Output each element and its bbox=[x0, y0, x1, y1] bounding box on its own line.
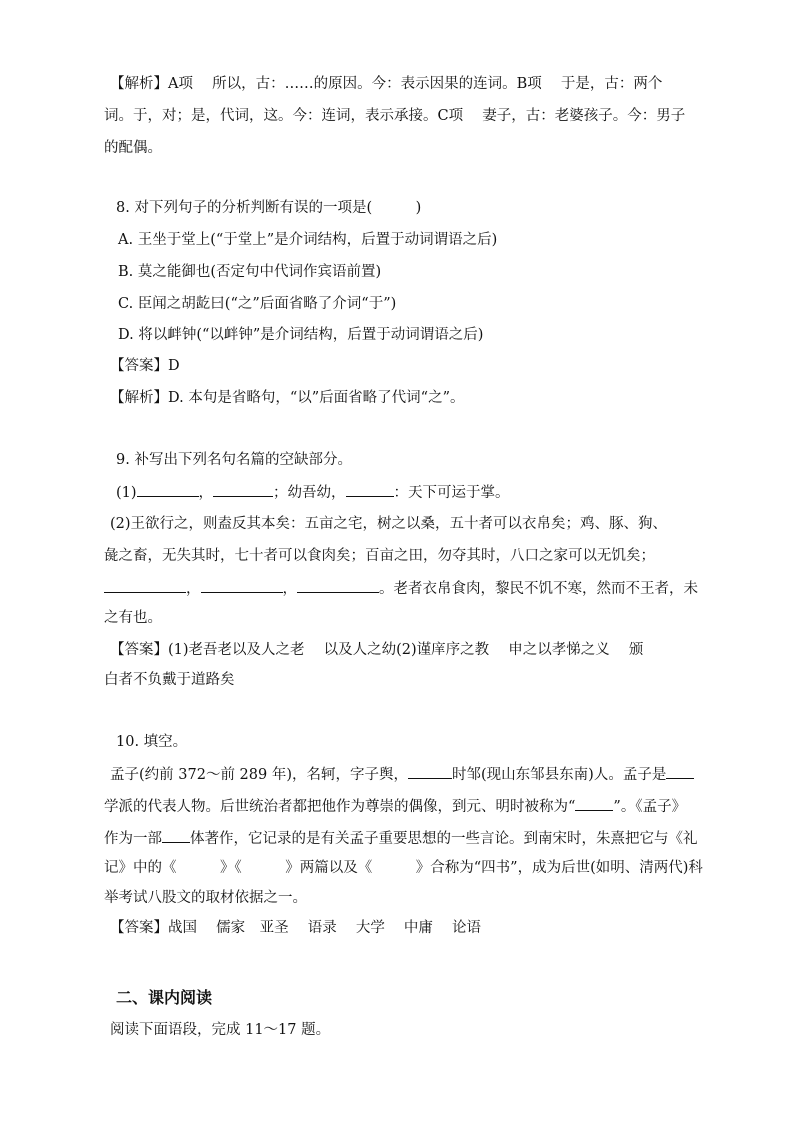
part-1-prefix: (1) bbox=[116, 485, 137, 501]
question-8-option-d: D. 将以衅钟(“以衅钟”是介词结构，后置于动词谓语之后) bbox=[118, 327, 484, 343]
analysis-7-line-2: 词。于，对；是，代词，这。今：连词，表示承接。C项 妻子，古：老婆孩子。今：男子 bbox=[104, 108, 686, 124]
analysis-7-line-3: 的配偶。 bbox=[104, 140, 162, 156]
question-8-option-c: C. 臣闻之胡龁曰(“之”后面省略了介词“于”) bbox=[118, 296, 397, 312]
question-9-part-2-line-2: 彘之畜，无失其时，七十者可以食肉矣；百亩之田，勿夺其时，八口之家可以无饥矣； bbox=[104, 548, 655, 564]
answer-blank[interactable] bbox=[137, 482, 199, 497]
part-1-sep-1: ， bbox=[198, 485, 214, 501]
question-10-line-4: 记》中的《 》《 》两篇以及《 》合称为“四书”，成为后世(如明、清两代)科 bbox=[104, 860, 703, 876]
analysis-7-line-1: 【解析】A项 所以，古：……的原因。今：表示因果的连词。B项 于是，古：两个 bbox=[110, 76, 663, 92]
line-3-part-b: 体著作，它记录的是有关孟子重要思想的一些言论。到南宋时，朱熹把它与《礼 bbox=[190, 831, 698, 847]
line-2-open-quote: “ bbox=[568, 799, 576, 815]
section-2-instruction: 阅读下面语段，完成 11～17 题。 bbox=[110, 1022, 331, 1038]
answer-blank[interactable] bbox=[666, 764, 694, 779]
question-9-part-1 bbox=[116, 482, 510, 502]
question-8-analysis: 【解析】D. 本句是省略句，“以”后面省略了代词“之”。 bbox=[110, 390, 465, 406]
line-1-part-b: 时邹(现山东邹县东南)人。孟子是 bbox=[452, 767, 667, 783]
question-9-part-2-line-4: 之有也。 bbox=[104, 610, 162, 626]
question-10-line-2 bbox=[104, 796, 686, 816]
question-9-answer-line-2: 白者不负戴于道路矣 bbox=[104, 672, 235, 688]
section-2-title: 二、课内阅读 bbox=[116, 988, 213, 1007]
answer-blank[interactable] bbox=[213, 482, 273, 497]
line-2-part-a: 学派的代表人物。后世统治者都把他作为尊崇的偶像，到元、明时被称为 bbox=[104, 799, 568, 815]
question-8-stem: 8. 对下列句子的分析判断有误的一项是( ) bbox=[116, 200, 422, 216]
line-2-part-c: ”。《孟子》 bbox=[613, 799, 687, 815]
question-10-stem: 10. 填空。 bbox=[116, 734, 188, 750]
part-2-sep-1: ， bbox=[186, 581, 201, 597]
answer-blank[interactable] bbox=[575, 796, 613, 811]
part-2-sep-2: ， bbox=[282, 581, 297, 597]
part-1-sep-2: ；幼吾幼， bbox=[273, 485, 346, 501]
question-10-line-3 bbox=[104, 828, 698, 848]
answer-blank[interactable] bbox=[297, 578, 379, 593]
question-8-option-a: A. 王坐于堂上(“于堂上”是介词结构，后置于动词谓语之后) bbox=[118, 232, 498, 248]
answer-blank[interactable] bbox=[346, 482, 394, 497]
question-8-option-b: B. 莫之能御也(否定句中代词作宾语前置) bbox=[118, 264, 382, 280]
answer-blank[interactable] bbox=[408, 764, 452, 779]
line-1-part-a: 孟子(约前 372～前 289 年)，名轲，字子舆， bbox=[110, 767, 408, 783]
line-3-part-a: 作为一部 bbox=[104, 831, 162, 847]
question-10-line-5: 举考试八股文的取材依据之一。 bbox=[104, 890, 307, 906]
question-9-answer-line-1: 【答案】(1)老吾老以及人之老 以及人之幼(2)谨庠序之教 申之以孝悌之义 颁 bbox=[110, 642, 644, 658]
answer-blank[interactable] bbox=[162, 828, 190, 843]
question-10-line-1 bbox=[110, 764, 694, 784]
question-9-part-2-line-1: (2)王欲行之，则盍反其本矣：五亩之宅，树之以桑，五十者可以衣帛矣；鸡、豚、狗、 bbox=[110, 516, 668, 532]
part-1-end: ：天下可运于掌。 bbox=[393, 485, 510, 501]
question-9-stem: 9. 补写出下列名句名篇的空缺部分。 bbox=[116, 452, 352, 468]
part-2-line-3-end: 。老者衣帛食肉，黎民不饥不寒，然而不王者，未 bbox=[379, 581, 698, 597]
answer-blank[interactable] bbox=[201, 578, 283, 593]
question-9-part-2-line-3 bbox=[104, 578, 698, 598]
answer-blank[interactable] bbox=[104, 578, 186, 593]
question-8-answer: 【答案】D bbox=[110, 358, 180, 374]
question-10-answer: 【答案】战国 儒家 亚圣 语录 大学 中庸 论语 bbox=[110, 920, 482, 936]
